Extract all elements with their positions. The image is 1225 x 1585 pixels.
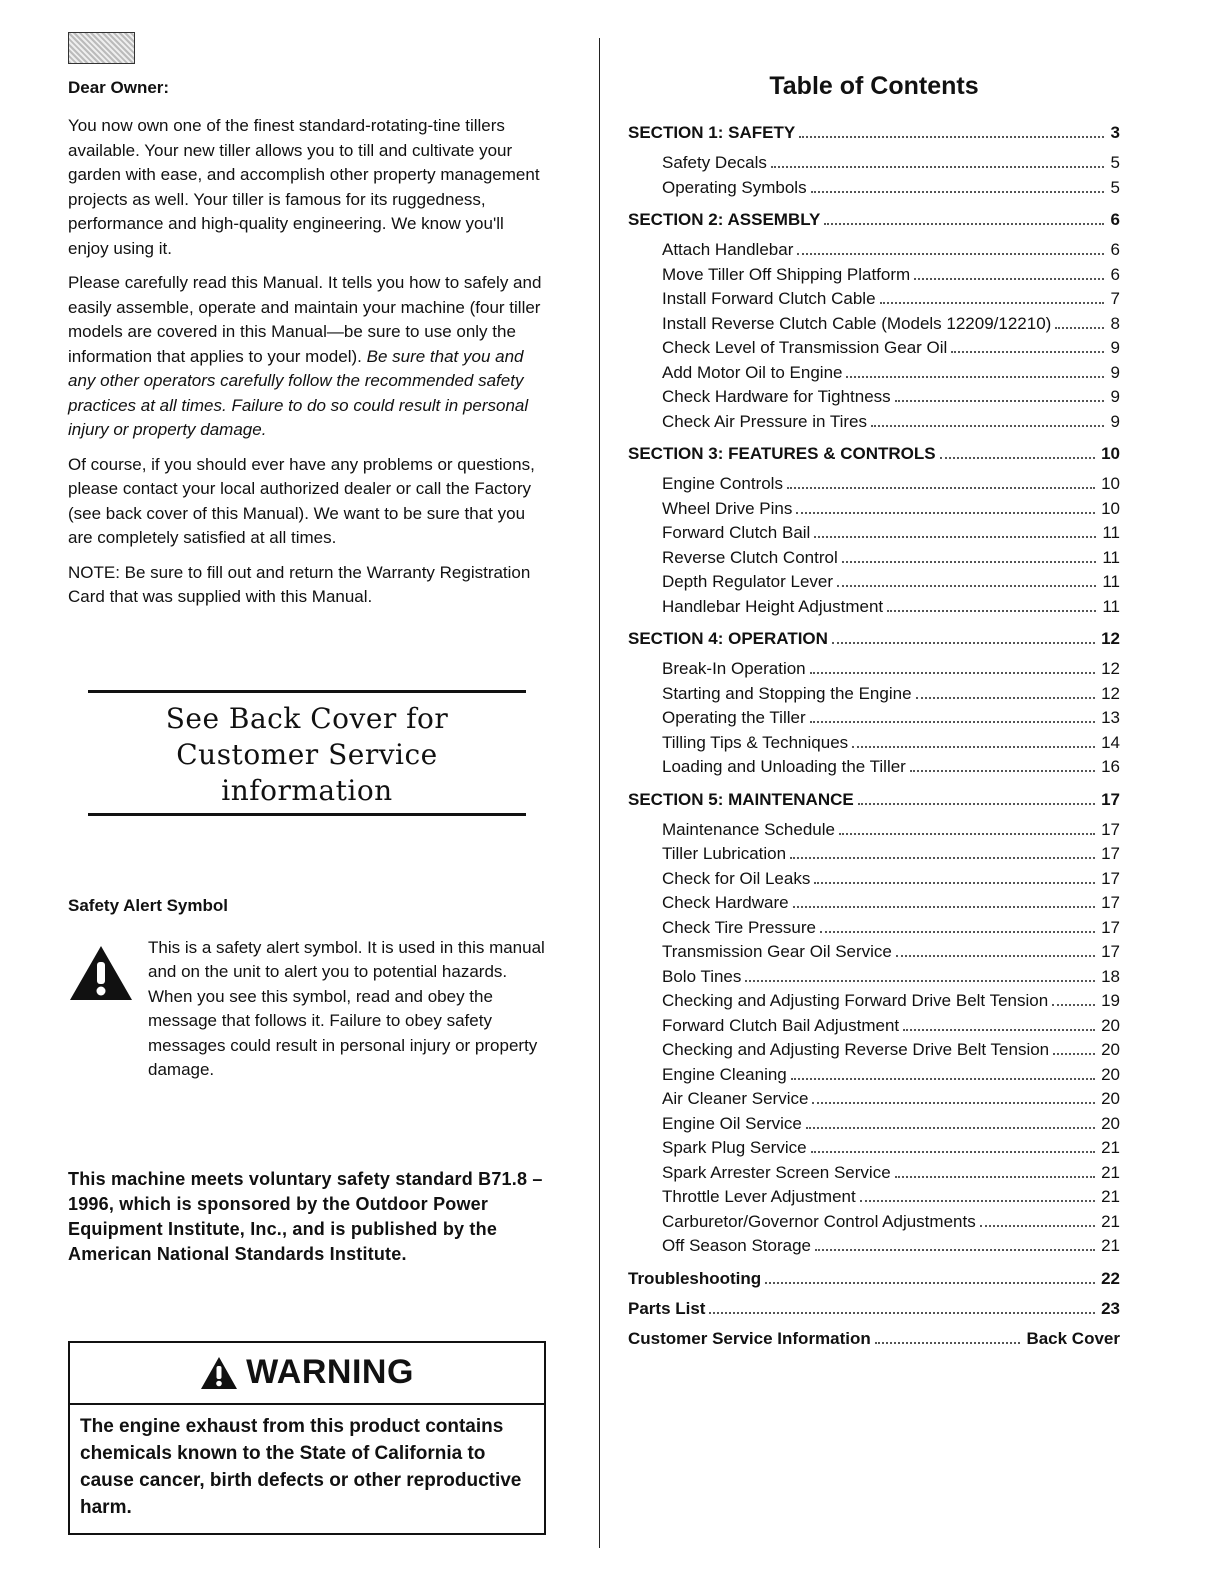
toc-dot-leader [914, 278, 1104, 280]
toc-entry-label: Checking and Adjusting Forward Drive Belt Tension [662, 991, 1049, 1010]
toc-dot-leader [796, 512, 1095, 514]
manual-paragraph-text: Please carefully read this Manual. It tells you how to safely and easily assemble, operate and maintain your machine (four tiller models are covered in this Manual—be sure to use only the information that applies to your model). [68, 273, 542, 366]
toc-entry-row [628, 385, 1120, 410]
toc-entry-label: Tiller Lubrication [662, 844, 787, 863]
manual-paragraph-italic: Be sure that you and any other operators carefully follow the recommended safety practices at all times. Failure to do so could result in personal injury or property damage. [68, 346, 529, 439]
toc-entry-page: 7 [1110, 289, 1120, 308]
toc-dot-leader [887, 610, 1096, 612]
toc-section-page: 3 [1110, 123, 1120, 142]
toc-section-row [628, 210, 1120, 230]
toc-entry-row [628, 1136, 1120, 1161]
toc-dot-leader [940, 457, 1095, 459]
toc-entry-page: 9 [1110, 362, 1120, 382]
toc-entry-row [628, 1014, 1120, 1039]
toc-section-row [628, 123, 1120, 143]
toc-dot-leader [852, 746, 1095, 748]
toc-dot-leader [903, 1029, 1095, 1031]
toc-dot-leader [745, 980, 1095, 982]
toc-entry-label: Reverse Clutch Control [662, 547, 838, 567]
toc-entry-label: Operating the Tiller [662, 708, 806, 727]
warning-text: The engine exhaust from this product contains chemicals known to the State of California to cause cancer, birth defects or other reproductive harm. [80, 1415, 522, 1518]
toc-entry-label: Spark Plug Service [662, 1138, 807, 1157]
toc-dot-leader [787, 487, 1095, 489]
toc-dot-leader [895, 1176, 1095, 1178]
customer-service-banner [88, 690, 526, 816]
toc-dot-leader [951, 351, 1104, 353]
toc-dot-leader [824, 223, 1104, 225]
toc-dot-leader [860, 1200, 1095, 1202]
toc-entry-label: Handlebar Height Adjustment [662, 596, 884, 616]
toc-entry-row [628, 1210, 1120, 1235]
toc-entry-row [628, 682, 1120, 707]
toc-entry-page: 18 [1101, 966, 1120, 986]
toc-entry-label: Maintenance Schedule [662, 819, 835, 839]
toc-entry-page: 21 [1101, 1162, 1120, 1182]
toc-entry-row [628, 410, 1120, 435]
toc-dot-leader [875, 1342, 1021, 1344]
toc-dot-leader [910, 770, 1095, 772]
toc-entry-row [628, 916, 1120, 941]
safety-standard-note: This machine meets voluntary safety standard B71.8 – 1996, which is sponsored by the Outdoor Power Equipment Institute, Inc., and is published by the American National Standards Institute. [68, 1168, 543, 1264]
toc-entry-page: 17 [1101, 868, 1120, 888]
toc-section-page: 17 [1101, 789, 1120, 809]
toc-entry-label: Bolo Tines [662, 966, 742, 986]
toc-entry-label: Transmission Gear Oil Service [662, 942, 892, 961]
toc-section-label: SECTION 1: SAFETY [628, 123, 796, 142]
toc-entry-row [628, 867, 1120, 892]
toc-entry-row [628, 842, 1120, 867]
toc-dot-leader [1053, 1053, 1095, 1055]
toc-entry-page: 20 [1101, 1015, 1120, 1035]
toc-entry-row [628, 1063, 1120, 1088]
toc-dot-leader [871, 425, 1104, 427]
toc-entry-row [628, 263, 1120, 288]
safety-alert-text: This is a safety alert symbol. It is used in this manual and on the unit to alert you to potential hazards. When you see this symbol, read and obey the message that follows it. Failure to obey safety messages could result in personal injury or property damage. [148, 937, 545, 1079]
toc-entry-page: 21 [1101, 1211, 1120, 1231]
toc-dot-leader [916, 697, 1096, 699]
toc-entry-row [628, 1185, 1120, 1210]
toc-dot-leader [771, 166, 1104, 168]
toc-dot-leader [806, 1127, 1095, 1129]
toc-entry-label: Add Motor Oil to Engine [662, 362, 843, 382]
toc-entry-label: Safety Decals [662, 153, 767, 172]
warning-header [70, 1343, 544, 1405]
toc-entry-row [628, 1161, 1120, 1186]
toc-dot-leader [846, 376, 1104, 378]
toc-entry-page: 14 [1101, 732, 1120, 752]
toc-entry-row [628, 940, 1120, 965]
warning-box [68, 1341, 546, 1535]
toc-entry-row [628, 176, 1120, 201]
toc-section-label: SECTION 2: ASSEMBLY [628, 210, 821, 229]
toc-entry-page: 16 [1101, 757, 1120, 776]
safety-alert-title: Safety Alert Symbol [68, 895, 228, 915]
toc-section-row [628, 790, 1120, 810]
toc-dot-leader [811, 191, 1104, 193]
toc-entry-row [628, 546, 1120, 571]
toc-section-row [628, 1329, 1120, 1349]
service-banner-line-1: See Back Cover for [165, 701, 449, 735]
toc-entry-page: 17 [1101, 893, 1120, 912]
toc-entry-page: 5 [1110, 153, 1120, 172]
toc-dot-leader [814, 536, 1096, 538]
toc-entry-page: 21 [1101, 1138, 1120, 1157]
toc-section-label: Customer Service Information [628, 1328, 871, 1348]
toc-entry-label: Tilling Tips & Techniques [662, 732, 849, 752]
toc-entry-row [628, 151, 1120, 176]
toc-entry-label: Engine Oil Service [662, 1113, 802, 1133]
toc-entry-label: Loading and Unloading the Tiller [662, 757, 906, 776]
table-of-contents [628, 58, 1120, 1357]
toc-dot-leader [810, 672, 1095, 674]
toc-entry-row [628, 989, 1120, 1014]
toc-entry-page: 11 [1102, 523, 1120, 542]
toc-entry-row [628, 965, 1120, 990]
toc-entry-page: 17 [1101, 942, 1120, 961]
toc-dot-leader [820, 931, 1095, 933]
toc-dot-leader [765, 1282, 1095, 1284]
toc-entry-page: 20 [1101, 1089, 1120, 1108]
toc-entry-row [628, 238, 1120, 263]
toc-entry-page: 9 [1110, 411, 1120, 431]
toc-dot-leader [790, 857, 1095, 859]
toc-entry-row [628, 287, 1120, 312]
toc-dot-leader [791, 1078, 1095, 1080]
warning-heading: WARNING [246, 1353, 414, 1391]
toc-entry-label: Spark Arrester Screen Service [662, 1162, 891, 1182]
toc-entry-row [628, 497, 1120, 522]
toc-entry-page: 9 [1110, 338, 1120, 357]
toc-entry-row [628, 595, 1120, 620]
toc-section-row [628, 1299, 1120, 1319]
toc-section-row [628, 1269, 1120, 1289]
toc-entry-label: Move Tiller Off Shipping Platform [662, 264, 911, 284]
column-divider [599, 38, 600, 1548]
toc-entry-label: Check Tire Pressure [662, 917, 816, 937]
toc-dot-leader [839, 833, 1095, 835]
toc-entry-page: 17 [1101, 917, 1120, 937]
toc-dot-leader [832, 642, 1095, 644]
corner-mark-graphic [68, 32, 135, 64]
toc-entry-page: 10 [1101, 498, 1120, 518]
toc-dot-leader [896, 955, 1095, 957]
toc-entry-page: 6 [1110, 264, 1120, 284]
toc-entry-label: Check for Oil Leaks [662, 868, 811, 888]
toc-dot-leader [793, 906, 1095, 908]
toc-entry-page: 10 [1101, 474, 1120, 493]
toc-entry-label: Forward Clutch Bail [662, 523, 811, 542]
toc-entry-label: Break-In Operation [662, 659, 806, 678]
toc-entry-label: Check Level of Transmission Gear Oil [662, 338, 948, 357]
toc-list [628, 123, 1120, 1349]
toc-entry-page: 13 [1101, 708, 1120, 727]
toc-section-page: 10 [1101, 444, 1120, 463]
toc-entry-row [628, 657, 1120, 682]
toc-entry-label: Check Hardware for Tightness [662, 387, 891, 406]
service-banner-line-2: Customer Service information [176, 737, 438, 807]
toc-entry-page: 11 [1102, 596, 1120, 616]
toc-entry-page: 20 [1101, 1040, 1120, 1059]
toc-entry-row [628, 472, 1120, 497]
toc-entry-label: Attach Handlebar [662, 240, 794, 259]
toc-entry-row [628, 706, 1120, 731]
toc-entry-page: 11 [1102, 572, 1120, 591]
toc-entry-page: 11 [1102, 547, 1120, 567]
toc-section-page: 6 [1110, 210, 1120, 229]
warranty-note: NOTE: Be sure to fill out and return the Warranty Registration Card that was supplied with this Manual. [68, 562, 531, 606]
toc-entry-page: 6 [1110, 240, 1120, 259]
toc-entry-label: Install Reverse Clutch Cable (Models 12209/12210) [662, 313, 1052, 333]
toc-section-page: 12 [1101, 629, 1120, 648]
manual-paragraph [68, 271, 546, 443]
toc-entry-page: 21 [1101, 1187, 1120, 1206]
toc-entry-label: Forward Clutch Bail Adjustment [662, 1015, 900, 1035]
toc-entry-row [628, 1087, 1120, 1112]
toc-section-label: Troubleshooting [628, 1268, 762, 1288]
safety-alert-block [68, 936, 546, 1083]
toc-entry-page: 12 [1101, 683, 1120, 703]
toc-entry-label: Air Cleaner Service [662, 1089, 809, 1108]
toc-dot-leader [799, 136, 1104, 138]
toc-entry-row [628, 1038, 1120, 1063]
toc-dot-leader [837, 585, 1096, 587]
toc-entry-label: Carburetor/Governor Control Adjustments [662, 1211, 976, 1231]
toc-entry-page: 21 [1101, 1236, 1120, 1255]
toc-section-label: Parts List [628, 1298, 706, 1318]
toc-entry-label: Wheel Drive Pins [662, 498, 793, 518]
toc-entry-page: 9 [1110, 387, 1120, 406]
toc-entry-page: 20 [1101, 1064, 1120, 1084]
toc-entry-row [628, 891, 1120, 916]
toc-entry-row [628, 312, 1120, 337]
toc-entry-label: Operating Symbols [662, 177, 807, 197]
toc-entry-label: Off Season Storage [662, 1236, 812, 1255]
toc-entry-label: Install Forward Clutch Cable [662, 289, 876, 308]
toc-dot-leader [980, 1225, 1095, 1227]
toc-entry-page: 12 [1101, 659, 1120, 678]
toc-dot-leader [709, 1312, 1095, 1314]
toc-section-label: SECTION 3: FEATURES & CONTROLS [628, 444, 936, 463]
toc-entry-label: Check Air Pressure in Tires [662, 411, 868, 431]
toc-entry-page: 20 [1101, 1113, 1120, 1133]
intro-paragraph: You now own one of the finest standard-rotating-tine tillers available. Your new tiller allows you to till and cultivate your garden with ease, and accomplish other property management projects as well. Your tiller is famous for its ruggedness, performance and high-quality engineering. We know you'll enjoy using it. [68, 116, 540, 258]
toc-section-page: 23 [1101, 1298, 1120, 1318]
toc-section-label: SECTION 4: OPERATION [628, 629, 828, 648]
safety-alert-icon [68, 936, 148, 1083]
toc-entry-page: 17 [1101, 819, 1120, 839]
toc-dot-leader [1055, 327, 1104, 329]
toc-entry-page: 19 [1101, 991, 1120, 1010]
toc-entry-label: Engine Controls [662, 474, 783, 493]
toc-section-row [628, 444, 1120, 464]
contact-paragraph: Of course, if you should ever have any problems or questions, please contact your local authorized dealer or call the Factory (see back cover of this Manual). We want to be sure that you are completely satisfied at all times. [68, 454, 535, 547]
toc-entry-label: Depth Regulator Lever [662, 572, 834, 591]
toc-dot-leader [797, 253, 1104, 255]
toc-dot-leader [880, 302, 1104, 304]
toc-dot-leader [815, 1249, 1095, 1251]
toc-entry-label: Check Hardware [662, 893, 789, 912]
toc-dot-leader [858, 803, 1095, 805]
toc-dot-leader [812, 1102, 1095, 1104]
toc-entry-row [628, 361, 1120, 386]
toc-dot-leader [814, 882, 1095, 884]
toc-entry-row [628, 570, 1120, 595]
toc-dot-leader [810, 721, 1095, 723]
toc-section-row [628, 629, 1120, 649]
toc-entry-row [628, 1234, 1120, 1259]
warning-triangle-icon [200, 1356, 238, 1390]
toc-entry-row [628, 1112, 1120, 1137]
salutation: Dear Owner: [68, 78, 170, 97]
toc-entry-row [628, 521, 1120, 546]
toc-entry-row [628, 818, 1120, 843]
toc-entry-page: 8 [1110, 313, 1120, 333]
toc-dot-leader [1052, 1004, 1095, 1006]
toc-section-page: Back Cover [1026, 1328, 1120, 1348]
toc-dot-leader [895, 400, 1104, 402]
toc-entry-row [628, 731, 1120, 756]
toc-entry-label: Starting and Stopping the Engine [662, 683, 912, 703]
toc-dot-leader [842, 561, 1097, 563]
toc-entry-page: 5 [1110, 177, 1120, 197]
toc-entry-row [628, 336, 1120, 361]
left-column [68, 32, 546, 1535]
toc-entry-label: Engine Cleaning [662, 1064, 787, 1084]
toc-section-page: 22 [1101, 1268, 1120, 1288]
toc-entry-label: Checking and Adjusting Reverse Drive Belt Tension [662, 1040, 1050, 1059]
toc-entry-page: 17 [1101, 844, 1120, 863]
toc-entry-label: Throttle Lever Adjustment [662, 1187, 856, 1206]
toc-entry-row [628, 755, 1120, 780]
toc-title: Table of Contents [769, 72, 979, 100]
toc-dot-leader [811, 1151, 1096, 1153]
toc-section-label: SECTION 5: MAINTENANCE [628, 789, 854, 809]
